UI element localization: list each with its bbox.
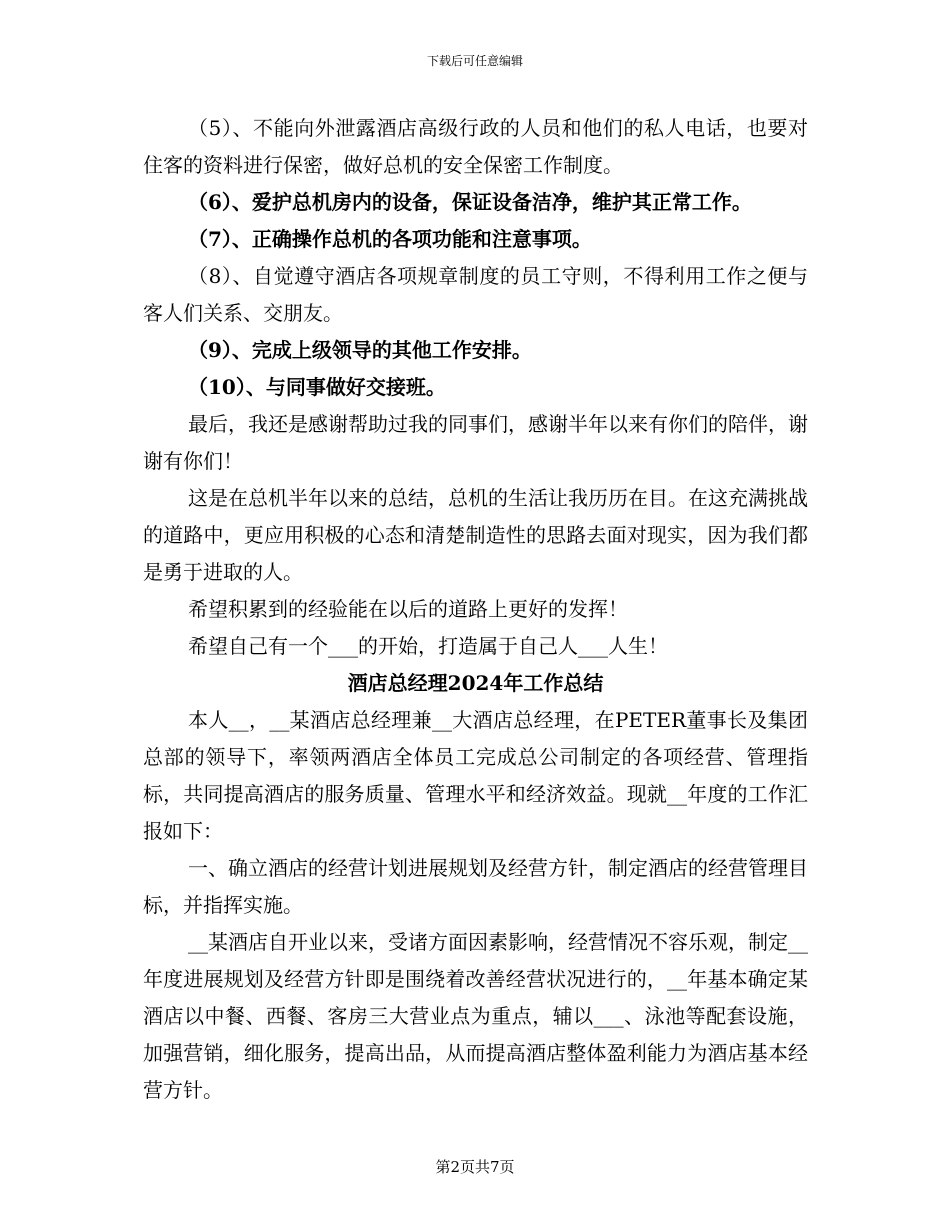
paragraph-item-7: （7）、正确操作总机的各项功能和注意事项。 bbox=[188, 227, 592, 251]
document-body bbox=[143, 110, 808, 1109]
section-title: 酒店总经理2024年工作总结 bbox=[347, 671, 604, 695]
page-footer: 第2页共7页 bbox=[435, 1158, 515, 1176]
paragraph-summary: 这是在总机半年以来的总结，总机的生活让我历历在目。在这充满挑战的道路中，更应用积极的心态和清楚制造性的思路去面对现实，因为我们都是勇于进取的人。 bbox=[143, 486, 808, 584]
page-header: 下载后可任意编辑 bbox=[426, 54, 523, 68]
paragraph-item-6: （6）、爱护总机房内的设备，保证设备洁净，维护其正常工作。 bbox=[188, 190, 752, 214]
paragraph-hope-1: 希望积累到的经验能在以后的道路上更好的发挥！ bbox=[188, 597, 628, 621]
section-paragraph-intro: 本人__，__某酒店总经理兼__大酒店总经理，在PETER董事长及集团总部的领导下，率领两酒店全体员工完成总公司制定的各项经营、管理指标，共同提高酒店的服务质量、管理水平和经济效益。现就__年度的工作汇报如下： bbox=[143, 708, 808, 843]
paragraph-item-5: （5）、不能向外泄露酒店高级行政的人员和他们的私人电话，也要对住客的资料进行保密，做好总机的安全保密工作制度。 bbox=[143, 116, 808, 177]
paragraph-hope-2: 希望自己有一个___的开始，打造属于自己人___人生！ bbox=[188, 634, 668, 658]
paragraph-thanks: 最后，我还是感谢帮助过我的同事们，感谢半年以来有你们的陪伴，谢谢有你们！ bbox=[143, 412, 808, 473]
paragraph-item-9: （9）、完成上级领导的其他工作安排。 bbox=[188, 338, 532, 362]
section-paragraph-point-1: 一、确立酒店的经营计划进展规划及经营方针，制定酒店的经营管理目标，并指挥实施。 bbox=[143, 856, 808, 917]
paragraph-item-10: （10）、与同事做好交接班。 bbox=[188, 375, 446, 399]
paragraph-item-8: （8）、自觉遵守酒店各项规章制度的员工守则，不得利用工作之便与客人们关系、交朋友。 bbox=[143, 264, 808, 325]
section-paragraph-detail: __某酒店自开业以来，受诸方面因素影响，经营情况不容乐观，制定__年度进展规划及经营方针即是围绕着改善经营状况进行的，__年基本确定某酒店以中餐、西餐、客房三大营业点为重点，辅以___、泳池等配套设施，加强营销，细化服务，提高出品，从而提高酒店整体盈利能力为酒店基本经营方针。 bbox=[143, 930, 808, 1102]
